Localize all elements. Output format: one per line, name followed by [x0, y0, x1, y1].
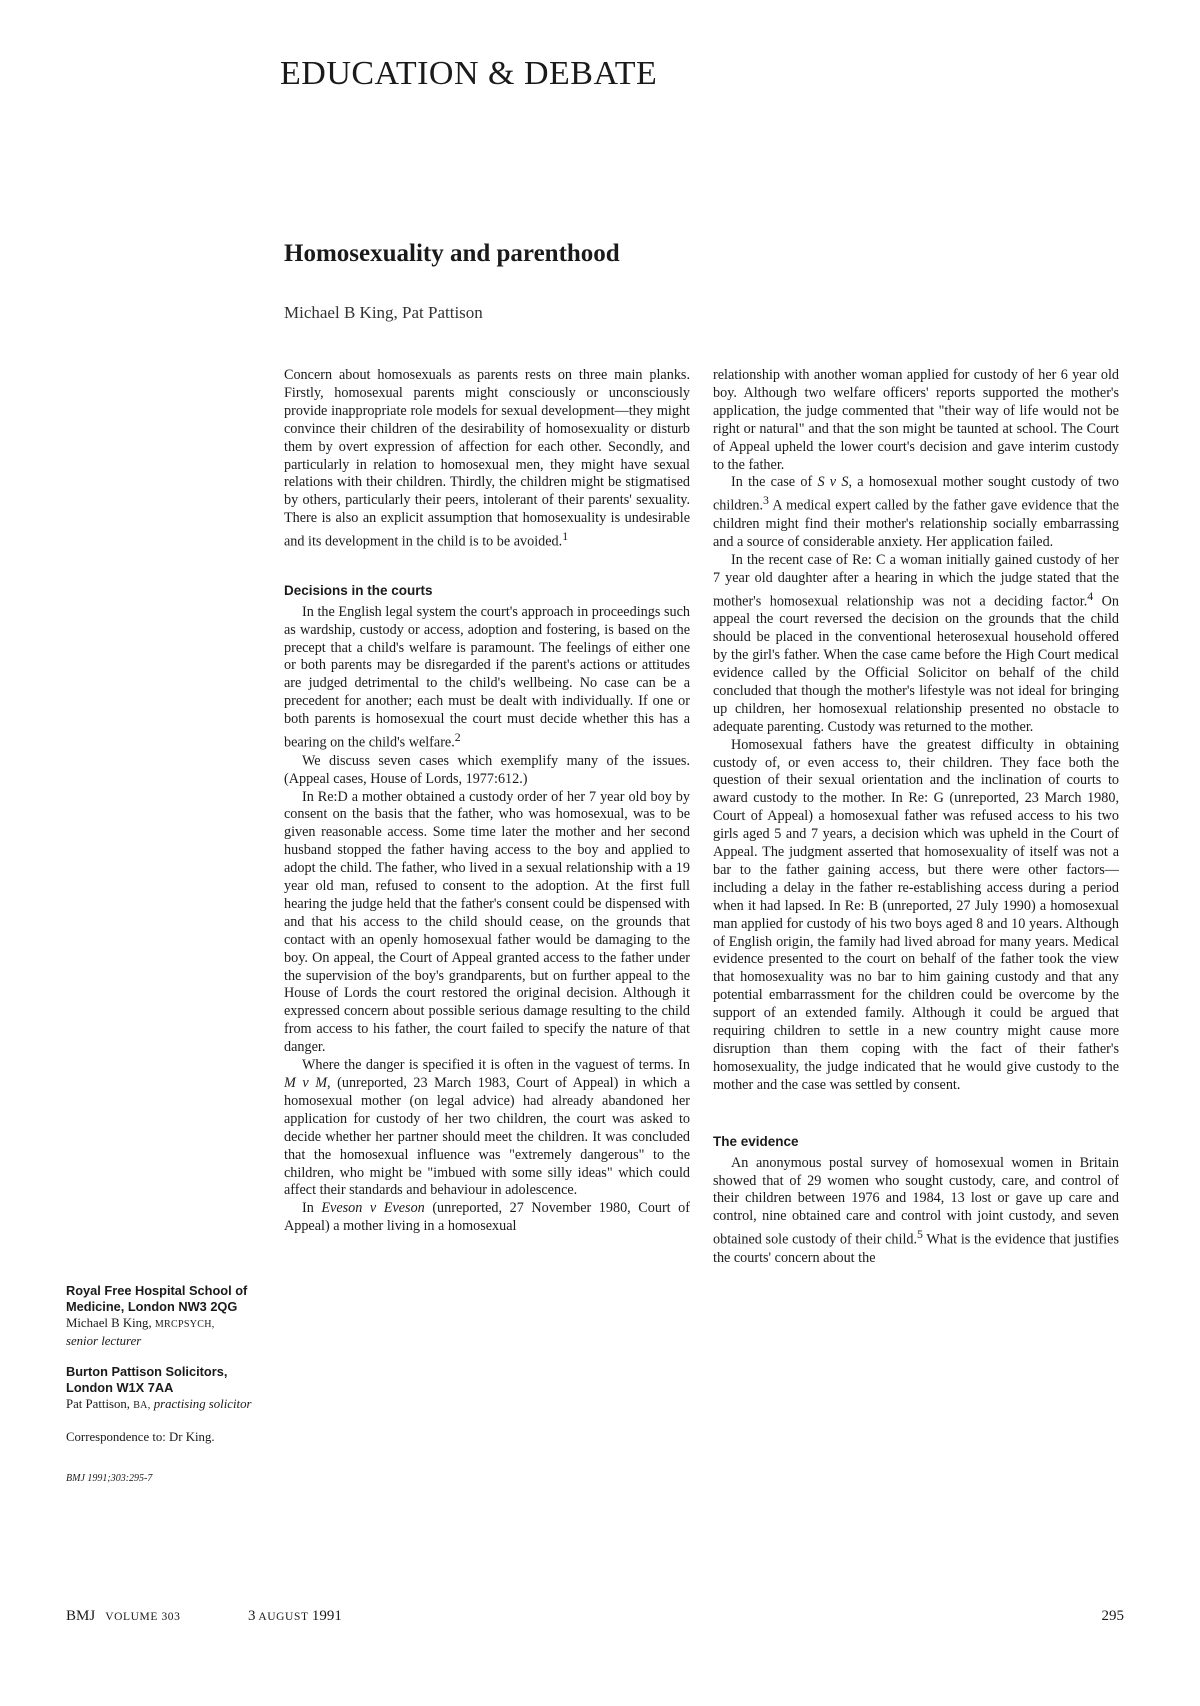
paragraph-text: A medical expert called by the father gave evidence that the children might find their mother's relationship socially embarrassing and a source of considerable anxiety. Her application failed. — [713, 498, 1119, 550]
paragraph-text: , (unreported, 23 March 1983, Court of Appeal) in which a homosexual mother (on legal advice) had already abandoned her application for custody of her two children, the court was asked to decide whether her partner should meet the children. It was concluded that the homosexual influence was "extremely dangerous" to the children, who might be "imbued with some silly ideas" which could affect their standards and behaviour in adolescence. — [284, 1075, 691, 1199]
author-role: practising solicitor — [153, 1397, 252, 1411]
paragraph-text: In — [302, 1200, 322, 1217]
affiliation-address: Burton Pattison Solicitors, London W1X 7AA — [66, 1364, 228, 1395]
correspondence-block — [66, 1429, 271, 1445]
subheading-courts: Decisions in the courts — [284, 582, 433, 598]
author-credit — [66, 1396, 271, 1414]
paragraph-text: In the English legal system the court's approach in proceedings such as wardship, custody or access, adoption and fostering, is based on the precept that a child's welfare is paramount. The feelings of either one or both parents may be disregarded if the parent's actions or attitudes are judged detrimental to the child's wellbeing. No case can be a precedent for another; each must be dealt with individually. If one or both parents is homosexual the court must decide whether this has a bearing on the child's welfare. — [284, 603, 690, 751]
section-heading: EDUCATION & DEBATE — [280, 55, 658, 92]
journal-name: BMJ — [66, 1608, 96, 1624]
affiliation-block — [66, 1283, 271, 1349]
author-role: senior lecturer — [66, 1334, 142, 1348]
paragraph-text: Concern about homosexuals as parents rests on three main planks. Firstly, homosexual parents might consciously or unconsciously provide inappropriate role models for sexual development—they might convince their children of the desirability of homosexuality or disturb them by overt expression of affection for each other. Secondly, and particularly in relation to homosexual men, they might have sexual relations with their children. Thirdly, the children might be stigmatised by others, particularly their peers, intolerant of their parents' sexuality. There is also an explicit assumption that homosexuality is undesirable and its development in the child is to be avoided. — [284, 367, 690, 550]
case-name: Eveson v Eveson — [321, 1200, 425, 1217]
paragraph — [284, 1057, 690, 1200]
author-name: Michael B King, — [66, 1316, 155, 1330]
paragraph-text: (unreported, 27 November 1980, Court of Appeal) a mother living in a homosexual — [284, 1200, 690, 1235]
paragraph — [713, 552, 1119, 737]
author-credit — [66, 1315, 271, 1349]
author-credential: MRCPSYCH, — [154, 1319, 215, 1330]
paragraph-text: An anonymous postal survey of homosexual women in Britain showed that of 29 women who sought custody, care, and control of their children between 1976 and 1984, 13 lost or gave up care and control, nine obtained care and control with joint custody, and seven obtained sole custody of their child. — [713, 1154, 1119, 1248]
subheading-evidence: The evidence — [713, 1133, 799, 1149]
paragraph — [713, 474, 1119, 551]
correspondence-note: Correspondence to: Dr King. — [66, 1430, 215, 1444]
reference-marker: 5 — [917, 1227, 923, 1242]
paragraph-text: , a homosexual mother sought custody of two children. — [713, 474, 1119, 515]
paragraph — [284, 1200, 690, 1236]
paragraph-text: In the recent case of Re: C a woman initially gained custody of her 7 year old daughter after a hearing in which the judge stated that the mother's homosexual relationship was not a deciding factor. — [713, 551, 1119, 610]
reference-marker: 3 — [763, 493, 769, 508]
author-credential: BA, — [133, 1400, 151, 1411]
page-number: 295 — [1101, 1608, 1124, 1624]
left-column — [284, 367, 690, 1236]
date-month: AUGUST — [258, 1611, 309, 1623]
paragraph — [713, 1155, 1119, 1268]
article-title: Homosexuality and parenthood — [284, 240, 620, 267]
paragraph: In Re:D a mother obtained a custody order of her 7 year old boy by consent on the basis that the father, who was homosexual, was to be given reasonable access. Some time later the mother and her second husband stopped the father having access to the boy and applied to adopt the child. The father, who lived in a sexual relationship with a 19 year old man, refused to consent to the adoption. At the first full hearing the judge held that the father's consent could be dispensed with and that his access to the child should cease, on the grounds that contact with an openly homosexual father would be damaging to the boy. On appeal, the Court of Appeal granted access to the father under the supervision of the boy's grandparents, but on further appeal to the House of Lords the court restored the original decision. Although it expressed concern about possible serious damage resulting to the child from access to his father, the court failed to specify the nature of that danger. — [284, 788, 690, 1056]
date-year: 1991 — [311, 1608, 342, 1624]
affiliation-address: Royal Free Hospital School of Medicine, London NW3 2QG — [66, 1283, 248, 1314]
reference-marker: 2 — [454, 730, 461, 745]
reference-marker: 1 — [562, 529, 569, 544]
paragraph: We discuss seven cases which exemplify many of the issues. (Appeal cases, House of Lords, 1977:612.) — [284, 752, 690, 787]
paragraph-text: On appeal the court reversed the decision on the grounds that the child should be placed in the conventional heterosexual household offered by the girl's father. When the case came before the High Court medical evidence called by the Official Solicitor on behalf of the child concluded that though the mother's lifestyle was not ideal for bringing up children, her homosexual relationship presented no obstacle to adequate parenting. Custody was returned to the mother. — [713, 593, 1119, 735]
case-name: S v S — [817, 474, 849, 491]
author-affiliations — [66, 1283, 271, 1487]
paragraph: relationship with another woman applied for custody of her 6 year old boy. Although two welfare officers' reports supported the mother's application, the judge commented that "their way of life would not be right or natural" and that the son might be taunted at school. The Court of Appeal upheld the lower court's decision and gave interim custody to the father. — [713, 367, 1119, 473]
right-column — [713, 367, 1119, 1268]
page-footer — [66, 1608, 1124, 1628]
case-name: M v M — [284, 1075, 328, 1091]
journal-volume: VOLUME 303 — [105, 1611, 181, 1623]
affiliation-block — [66, 1364, 271, 1414]
date-day: 3 — [248, 1608, 256, 1624]
paragraph-text: In the case of — [731, 474, 818, 491]
footer-date — [248, 1608, 342, 1625]
paragraph-text: What is the evidence that justifies the courts' concern about the — [713, 1231, 1120, 1266]
paragraph: Homosexual fathers have the greatest difficulty in obtaining custody of, or even access to, their children. They face both the question of their sexual orientation and the inclination of courts to award custody to the mother. In Re: G (unreported, 23 March 1980, Court of Appeal) a homosexual father was refused access to his two girls aged 5 and 7 years, a decision which was upheld in the Court of Appeal. The judgment asserted that homosexuality of itself was not a bar to the father gaining access, but there were other factors—including a delay in the father re-establishing access during a period when it had lapsed. In Re: B (unreported, 27 July 1990) a homosexual man applied for custody of his two boys aged 8 and 10 years. Although of English origin, the family had lived abroad for many years. Medical evidence presented to the court on behalf of the father took the view that homosexuality was no bar to him gaining custody and that any potential embarrassment for the children could be overcome by the support of an extended family. Although it could be argued that requiring children to settle in a new country might cause more disruption than them coping with the fact of their father's homosexuality, the judge indicated that he would give custody to the mother and the case was settled by consent. — [713, 736, 1119, 1093]
paragraph — [284, 367, 690, 552]
paragraph — [284, 604, 690, 753]
author-name: Pat Pattison, — [66, 1397, 134, 1411]
footer-journal — [66, 1608, 181, 1625]
reference-marker: 4 — [1087, 588, 1094, 603]
article-authors: Michael B King, Pat Pattison — [284, 303, 483, 322]
citation: BMJ 1991;303:295-7 — [66, 1473, 153, 1484]
paragraph-text: Where the danger is specified it is often in the vaguest of terms. In — [302, 1057, 690, 1074]
